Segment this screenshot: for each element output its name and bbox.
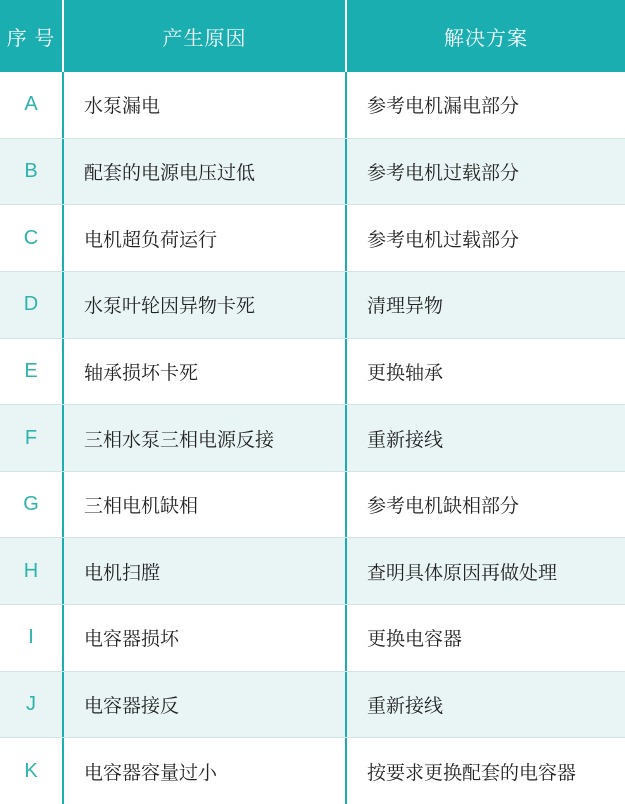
row-index: J [26, 693, 36, 716]
row-solution: 参考电机漏电部分 [345, 72, 625, 138]
table-row [0, 738, 625, 804]
row-index: B [24, 159, 38, 182]
table-row [0, 405, 625, 472]
row-index: D [23, 293, 39, 316]
table-row [0, 139, 625, 206]
table-header-row [0, 0, 625, 72]
row-solution: 按要求更换配套的电容器 [345, 738, 625, 804]
table-row [0, 272, 625, 339]
row-cause: 电容器损坏 [62, 605, 345, 671]
row-index: K [24, 759, 38, 782]
row-solution: 更换电容器 [345, 605, 625, 671]
row-cause: 水泵漏电 [62, 72, 345, 138]
header-index: 序 号 [6, 27, 56, 50]
row-index: E [24, 359, 38, 382]
row-solution: 参考电机过载部分 [345, 205, 625, 271]
row-solution: 参考电机缺相部分 [345, 472, 625, 538]
row-solution: 重新接线 [345, 672, 625, 738]
table-row [0, 72, 625, 139]
row-solution: 更换轴承 [345, 339, 625, 405]
row-solution: 参考电机过载部分 [345, 139, 625, 205]
table-row [0, 605, 625, 672]
row-cause: 三相水泵三相电源反接 [62, 405, 345, 471]
table-row [0, 205, 625, 272]
row-index: H [23, 559, 39, 582]
table-row [0, 538, 625, 605]
table-row [0, 339, 625, 406]
header-cause: 产生原因 [62, 0, 345, 72]
row-cause: 配套的电源电压过低 [62, 139, 345, 205]
header-solution: 解决方案 [345, 0, 625, 72]
table-row [0, 672, 625, 739]
row-index: A [24, 93, 38, 116]
row-cause: 电容器接反 [62, 672, 345, 738]
row-cause: 电机扫膛 [62, 538, 345, 604]
row-solution: 清理异物 [345, 272, 625, 338]
table-row [0, 472, 625, 539]
row-index: C [23, 226, 39, 249]
row-cause: 电机超负荷运行 [62, 205, 345, 271]
row-index: F [24, 426, 38, 449]
row-cause: 轴承损坏卡死 [62, 339, 345, 405]
row-index: I [28, 626, 34, 649]
row-index: G [23, 493, 39, 516]
row-cause: 电容器容量过小 [62, 738, 345, 804]
row-cause: 水泵叶轮因异物卡死 [62, 272, 345, 338]
row-cause: 三相电机缺相 [62, 472, 345, 538]
row-solution: 查明具体原因再做处理 [345, 538, 625, 604]
row-solution: 重新接线 [345, 405, 625, 471]
